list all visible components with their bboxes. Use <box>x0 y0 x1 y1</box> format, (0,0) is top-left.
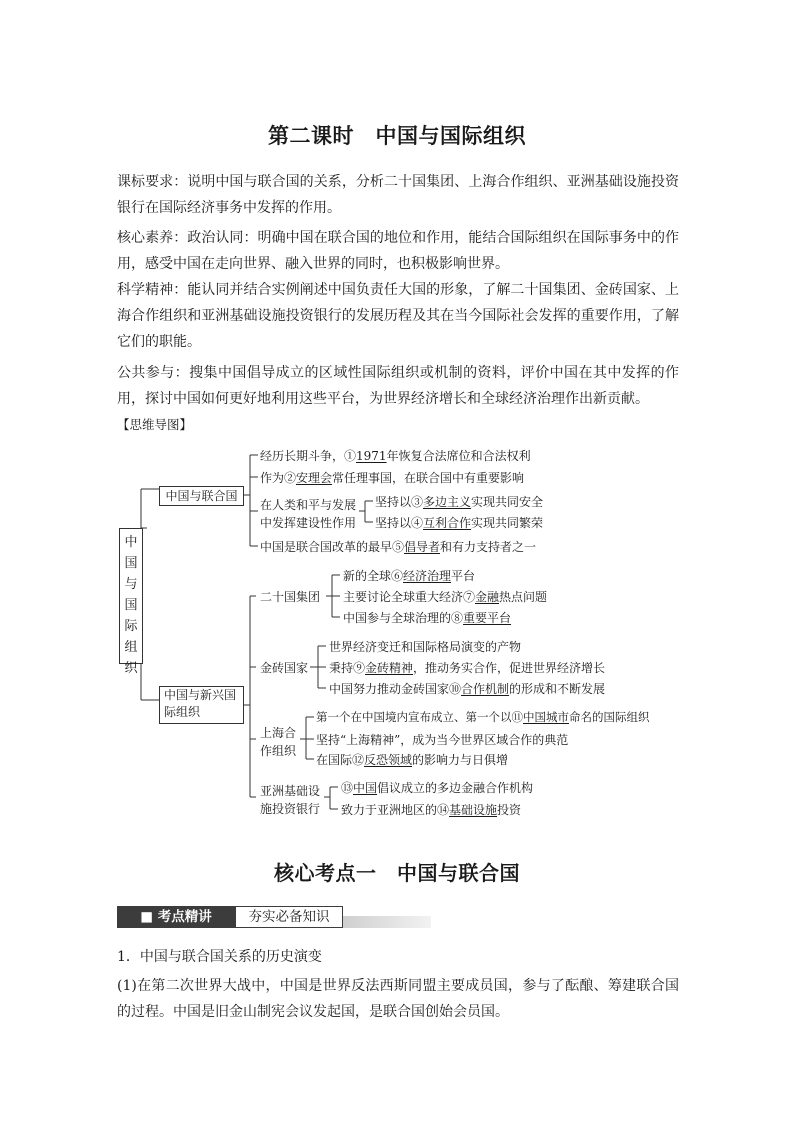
aiib-item: 致力于亚洲地区的⑭基础设施投资 <box>341 803 522 817</box>
scientific-spirit: 科学精神：能认同并结合实例阐述中国负责任大国的形象，了解二十国集团、金砖国家、上海合作组织和亚洲基础设施投资银行的发展历程及其在当今国际社会发挥的重要作用，了解它们的职能。 <box>117 282 679 350</box>
aiib-label: 亚洲基础设 施投资银行 <box>260 784 321 816</box>
aiib-item: ⑬中国倡议成立的多边金融合作机构 <box>341 781 534 795</box>
new-orgs-branch-box: 中国与新兴国 际组织 <box>159 686 244 724</box>
g20-item: 新的全球⑥经济治理平台 <box>343 569 476 583</box>
public-participation: 公共参与：搜集中国倡导成立的区域性国际组织或机制的资料，评价中国在其中发挥的作用，探讨中国如何更好地利用这些平台，为世界经济增长和全球经济治理作出新贡献。 <box>117 365 679 407</box>
sco-item: 坚持“上海精神”，成为当今世界区域合作的典范 <box>316 733 569 747</box>
banner-key-points: ■ 考点精讲 <box>117 906 235 928</box>
page-title: 第二课时 中国与国际组织 <box>268 123 526 148</box>
peace-role-label: 在人类和平与发展 中发挥建设性作用 <box>260 498 357 530</box>
peace-item: 坚持以③多边主义实现共同安全 <box>375 495 544 509</box>
peace-item: 坚持以④互利合作实现共同繁荣 <box>375 516 544 530</box>
banner-essential-knowledge: 夯实必备知识 <box>235 906 343 928</box>
section-title: 核心考点一 中国与联合国 <box>274 861 520 885</box>
g20-item: 中国参与全球治理的⑧重要平台 <box>343 611 512 625</box>
body-paragraph: (1)在第二次世界大战中，中国是世界反法西斯同盟主要成员国，参与了酝酿、筹建联合国的过程。中国是旧金山制宪会议发起国，是联合国创始会员国。 <box>117 978 679 1020</box>
mindmap-root-label: 中国与国际组织 <box>124 535 138 676</box>
core-literacy-label: 核心素养： <box>117 230 188 246</box>
g20-label: 二十国集团 <box>260 590 321 604</box>
un-item: 中国是联合国改革的最早⑤倡导者和有力支持者之一 <box>260 540 537 554</box>
brics-item: 秉持⑨金砖精神，推动务实合作，促进世界经济增长 <box>329 661 606 675</box>
brics-label: 金砖国家 <box>260 661 309 675</box>
sco-item: 在国际⑫反恐领域的影响力与日俱增 <box>316 753 509 767</box>
curriculum-requirement-text: 说明中国与联合国的关系，分析二十国集团、上海合作组织、亚洲基础设施投资银行在国际经济事务中发挥的作用。 <box>117 174 680 216</box>
core-literacy-text: 政治认同：明确中国在联合国的地位和作用，能结合国际组织在国际事务中的作用，感受中国在走向世界、融入世界的同时，也积极影响世界。 <box>117 230 680 272</box>
brics-item: 世界经济变迁和国际格局演变的产物 <box>329 640 522 654</box>
sco-label: 上海合 作组织 <box>260 726 297 758</box>
g20-item: 主要讨论全球重大经济⑦金融热点问题 <box>343 590 548 604</box>
curriculum-requirement-label: 课标要求： <box>117 174 188 190</box>
mindmap-root-box <box>119 528 143 676</box>
un-item: 经历长期斗争，①1971年恢复合法席位和合法权利 <box>260 449 531 463</box>
mindmap-heading: 【思维导图】 <box>117 417 193 432</box>
sub-heading: 1．中国与联合国关系的历史演变 <box>117 949 322 965</box>
brics-item: 中国努力推动金砖国家⑩合作机制的形成和不断发展 <box>329 682 606 696</box>
un-branch-box: 中国与联合国 <box>159 486 244 506</box>
un-item: 作为②安理会常任理事国，在联合国中有重要影响 <box>260 471 525 485</box>
banner-decoration <box>343 916 431 928</box>
sco-item: 第一个在中国境内宣布成立、第一个以⑪中国城市命名的国际组织 <box>316 710 650 724</box>
